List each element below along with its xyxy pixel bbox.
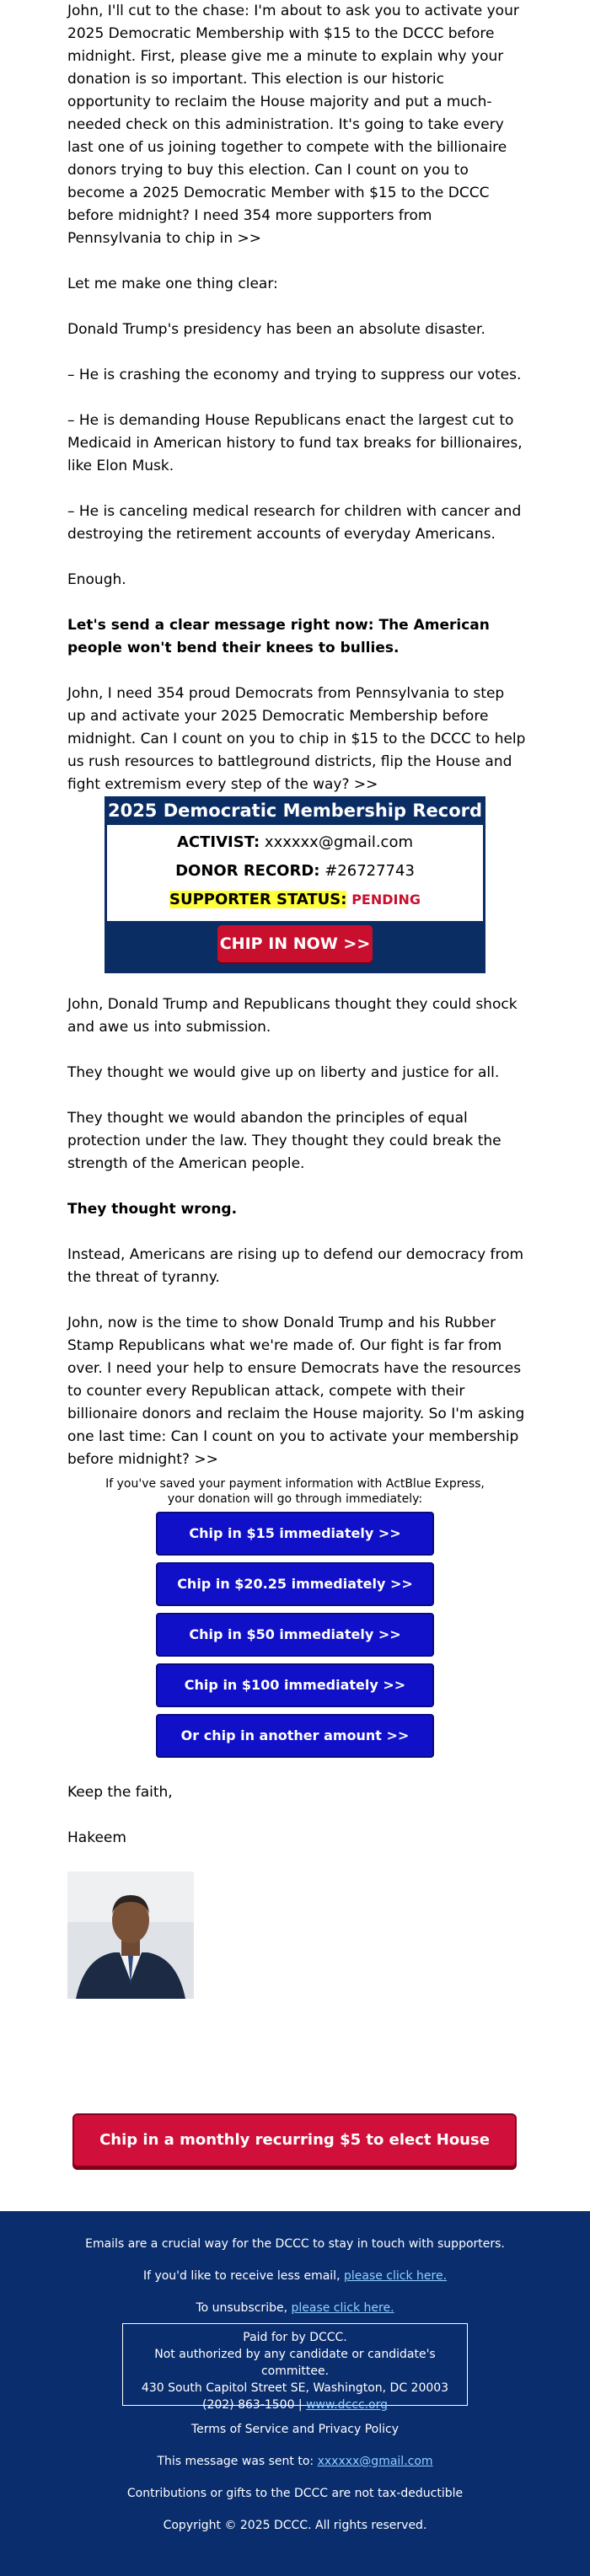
paragraph: – He is canceling medical research for children with cancer and destroying the retirement accounts of everyday Americans. (67, 503, 522, 543)
monthly-recurring-button[interactable]: Chip in a monthly recurring $5 to elect House Dems >> (72, 2113, 517, 2167)
paid-by-text: Paid for by DCCC. (243, 2331, 347, 2344)
donor-value: #26727743 (324, 862, 415, 880)
copyright: Copyright © 2025 DCCC. All rights reserved. (163, 2519, 427, 2532)
not-authorized-text: Not authorized by any candidate or candidate's committee. (154, 2348, 436, 2378)
paragraph: Donald Trump's presidency has been an absolute disaster. (67, 321, 485, 338)
unsubscribe-link[interactable]: please click here. (291, 2301, 394, 2315)
record-title: 2025 Democratic Membership Record (107, 801, 483, 821)
paragraph: They thought we would abandon the principles of equal protection under the law. They thought they could break the strength of the American people. (67, 1110, 502, 1172)
website-link[interactable]: www.dccc.org (306, 2398, 389, 2412)
unsubscribe-line (0, 2300, 590, 2316)
donor-label: DONOR RECORD: (175, 862, 320, 880)
bold-paragraph: Let's send a clear message right now: The American people won't bend their knees to bullies. (67, 617, 490, 656)
paragraph: John, now is the time to show Donald Trump and his Rubber Stamp Republicans what we're made of. Our fight is far from over. I need your help to ensure Democrats have the resources to counter every Republican attack, compete with their billionaire donors and reclaim the House majority. So I'm asking one last time: Can I count on you to activate your membership before midnight? >> (67, 1315, 525, 1468)
paragraph: Instead, Americans are rising up to defend our democracy from the threat of tyranny. (67, 1246, 524, 1286)
chip-100-button[interactable]: Chip in $100 immediately >> (156, 1663, 434, 1707)
sent-to-email-link[interactable]: xxxxxx@gmail.com (317, 2455, 433, 2468)
status-label: SUPPORTER STATUS: (169, 891, 347, 908)
phone-text: (202) 863-1500 | (201, 2398, 307, 2412)
signature-name: Hakeem (67, 1829, 126, 1846)
membership-record-card (105, 796, 485, 973)
less-email-line (0, 2268, 590, 2284)
paragraph: – He is crashing the economy and trying to suppress our votes. (67, 367, 522, 383)
donor-line (107, 859, 483, 884)
actblue-express-note (101, 1476, 489, 1507)
record-details (107, 825, 483, 921)
unsubscribe-text: To unsubscribe, (196, 2301, 292, 2315)
sent-to-line (0, 2454, 590, 2469)
footer (0, 2211, 590, 2576)
portrait-image (67, 1872, 194, 1999)
paid-for-disclaimer (122, 2323, 468, 2412)
activist-label: ACTIVIST: (176, 833, 260, 851)
less-email-text: If you'd like to receive less email, (142, 2269, 344, 2283)
paragraph-intro: John, I'll cut to the chase: I'm about to ask you to activate your 2025 Democratic Membership with $15 to the DCCC before midnight. First, please give me a minute to explain why your donation is so important. This election is our historic opportunity to reclaim the House majority and put a much-needed check on this administration. It's going to take every last one of us joining together to compete with the billionaire donors trying to buy this election. Can I count on you to become a 2025 Democratic Member with $15 to the DCCC before midnight? I need 354 more supporters from Pennsylvania to chip in >> (67, 3, 519, 247)
paragraph: – He is demanding House Republicans enact the largest cut to Medicaid in American history to fund tax breaks for billionaires, like Elon Musk. (67, 412, 523, 474)
note-line: your donation will go through immediately: (167, 1492, 423, 1506)
address-text: 430 South Capitol Street SE, Washington, DC 20003 (141, 2381, 449, 2395)
paragraph: John, Donald Trump and Republicans thought they could shock and awe us into submission. (67, 996, 518, 1036)
footer-email-note: Emails are a crucial way for the DCCC to stay in touch with supporters. (85, 2237, 505, 2251)
chip-20-button[interactable]: Chip in $20.25 immediately >> (156, 1562, 434, 1606)
tax-note: Contributions or gifts to the DCCC are not tax-deductible (126, 2487, 464, 2500)
paragraph: Enough. (67, 571, 126, 588)
terms-link[interactable]: Terms of Service and Privacy Policy (190, 2423, 399, 2436)
less-email-link[interactable]: please click here. (343, 2269, 448, 2283)
activist-line (107, 830, 483, 855)
chip-15-button[interactable]: Chip in $15 immediately >> (156, 1512, 434, 1556)
paragraph: They thought we would give up on liberty and justice for all. (67, 1064, 500, 1081)
note-line: If you've saved your payment information with ActBlue Express, (105, 1477, 485, 1491)
paragraph: John, I need 354 proud Democrats from Pennsylvania to step up and activate your 2025 Democratic Membership before midnight. Can I count on you to chip in $15 to the DCCC to help us rush resources to battleground districts, flip the House and fight extremism every step of the way? >> (67, 685, 526, 793)
status-badge: PENDING (351, 892, 421, 908)
closing: Keep the faith, (67, 1784, 173, 1801)
bold-paragraph: They thought wrong. (67, 1201, 238, 1218)
status-line (107, 887, 483, 913)
sent-to-text: This message was sent to: (157, 2455, 318, 2468)
chip-50-button[interactable]: Chip in $50 immediately >> (156, 1613, 434, 1657)
email-body-continued (67, 993, 527, 1494)
activist-value: xxxxxx@gmail.com (264, 833, 413, 851)
email-body (67, 0, 527, 819)
paragraph: Let me make one thing clear: (67, 276, 278, 292)
signer-photo (67, 1872, 194, 1999)
contact-line (123, 2397, 467, 2413)
chip-in-now-button[interactable]: CHIP IN NOW >> (217, 925, 373, 962)
chip-other-amount-button[interactable]: Or chip in another amount >> (156, 1714, 434, 1758)
